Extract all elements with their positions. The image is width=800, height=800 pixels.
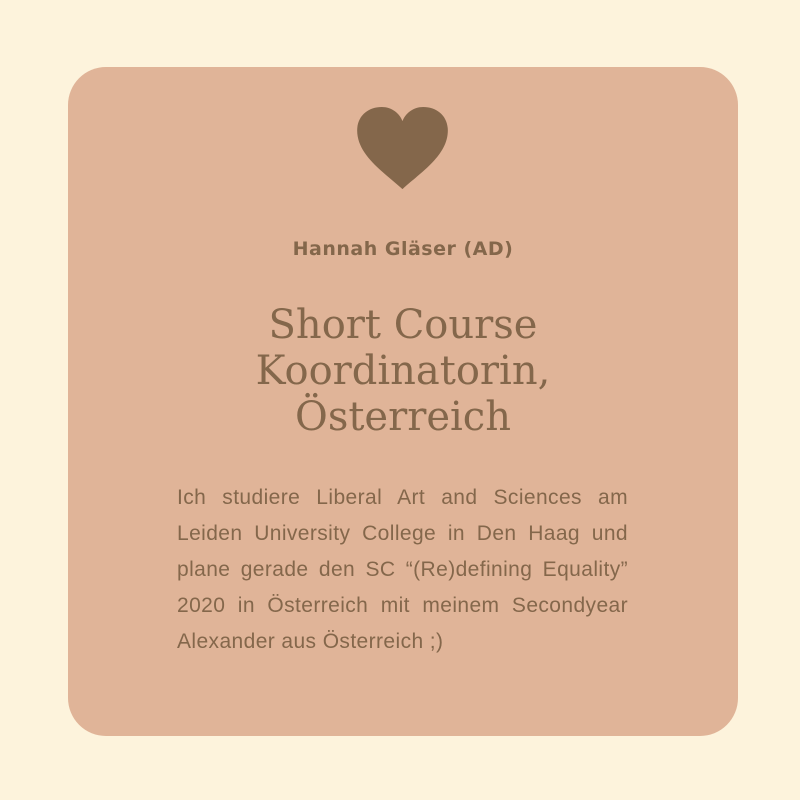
- role-title-line: Österreich: [295, 394, 511, 440]
- role-title: [68, 302, 738, 440]
- profile-description: Ich studiere Liberal Art and Sciences am Leiden University College in Den Haag und plane gerade den SC “(Re)defining Equality” 2020 in Österreich mit meinem Secondyear Alexander aus Österreich ;): [177, 486, 628, 653]
- role-title-line: Short Course: [268, 302, 538, 348]
- role-title-line: Koordinatorin,: [255, 348, 551, 394]
- heart-icon: [355, 106, 450, 191]
- person-name: Hannah Gläser (AD): [292, 238, 514, 260]
